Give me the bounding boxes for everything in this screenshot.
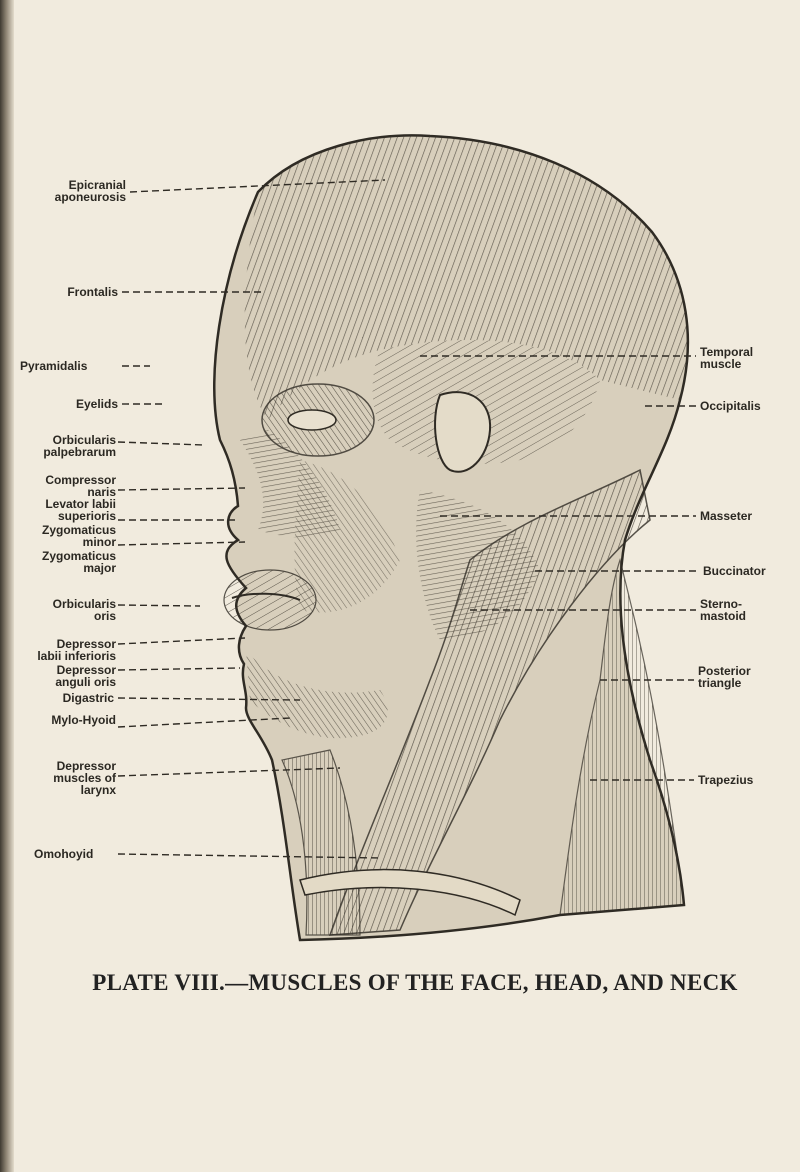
label-posterior-triangle: Posterior triangle [698, 664, 751, 690]
label-temporal-muscle: Temporal muscle [700, 345, 754, 371]
label-trapezius: Trapezius [698, 773, 754, 787]
label-pyramidalis: Pyramidalis [20, 359, 88, 373]
label-orbicularis-palpebrarum: Orbicularis palpebrarum [43, 433, 116, 459]
label-orbicularis-oris: Orbicularis oris [52, 597, 116, 623]
label-compressor-naris: Compressor naris [45, 473, 116, 499]
label-depressor-anguli-oris: Depressor anguli oris [55, 663, 116, 689]
label-depressor-labii-inferioris: Depressor labii inferioris [37, 637, 116, 663]
label-eyelids: Eyelids [75, 397, 118, 411]
label-epicranial-aponeurosis: Epicranial aponeurosis [54, 178, 126, 204]
label-zygomaticus-minor: Zygomaticus minor [41, 523, 116, 549]
plate-caption: PLATE VIII.—MUSCLES OF THE FACE, HEAD, AND NECK [92, 970, 738, 995]
label-buccinator: Buccinator [703, 564, 766, 578]
label-frontalis: Frontalis [67, 285, 118, 299]
label-zygomaticus-major: Zygomaticus major [41, 549, 116, 575]
label-depressor-muscles-of-larynx: Depressor muscles of larynx [53, 759, 116, 797]
label-sterno-mastoid: Sterno- mastoid [700, 597, 747, 623]
label-occipitalis: Occipitalis [700, 399, 761, 413]
label-omohoyid: Omohoyid [34, 847, 94, 861]
label-digastric: Digastric [62, 691, 114, 705]
label-levator-labii-superioris: Levator labii superioris [45, 497, 116, 523]
label-mylo-hyoid: Mylo-Hyoid [51, 713, 116, 727]
label-masseter: Masseter [700, 509, 753, 523]
